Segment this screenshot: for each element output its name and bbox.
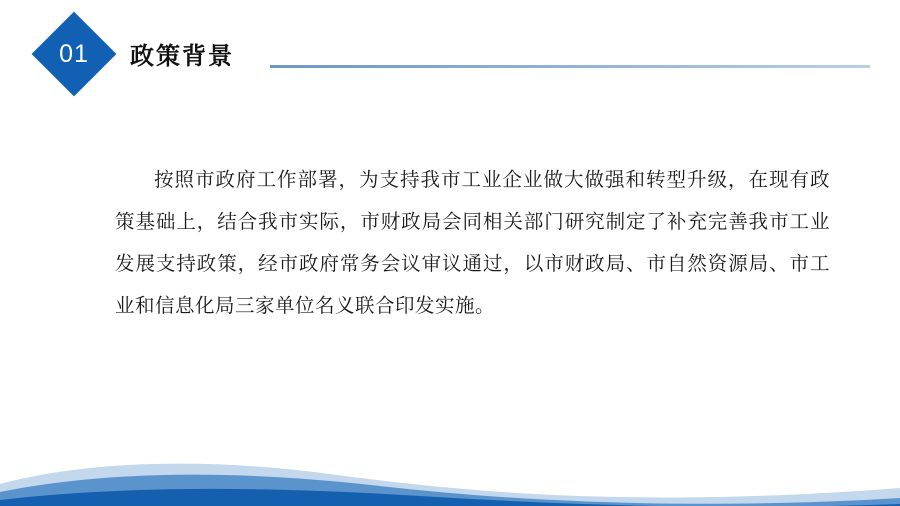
body-paragraph: 按照市政府工作部署，为支持我市工业企业做大做强和转型升级，在现有政策基础上，结合我市实际，市财政局会同相关部门研究制定了补充完善我市工业发展支持政策，经市政府常务会议审议通过，以市财政局、市自然资源局、市工业和信息化局三家单位名义联合印发实施。 [115, 170, 830, 317]
footer-wave-decoration [0, 448, 900, 506]
slide-header [0, 0, 900, 105]
page-title: 政策背景 [130, 43, 234, 70]
section-number-label: 01 [59, 39, 89, 68]
title-divider-rule [270, 65, 870, 68]
section-number-badge [34, 14, 114, 94]
wave-shapes-icon [0, 448, 900, 506]
